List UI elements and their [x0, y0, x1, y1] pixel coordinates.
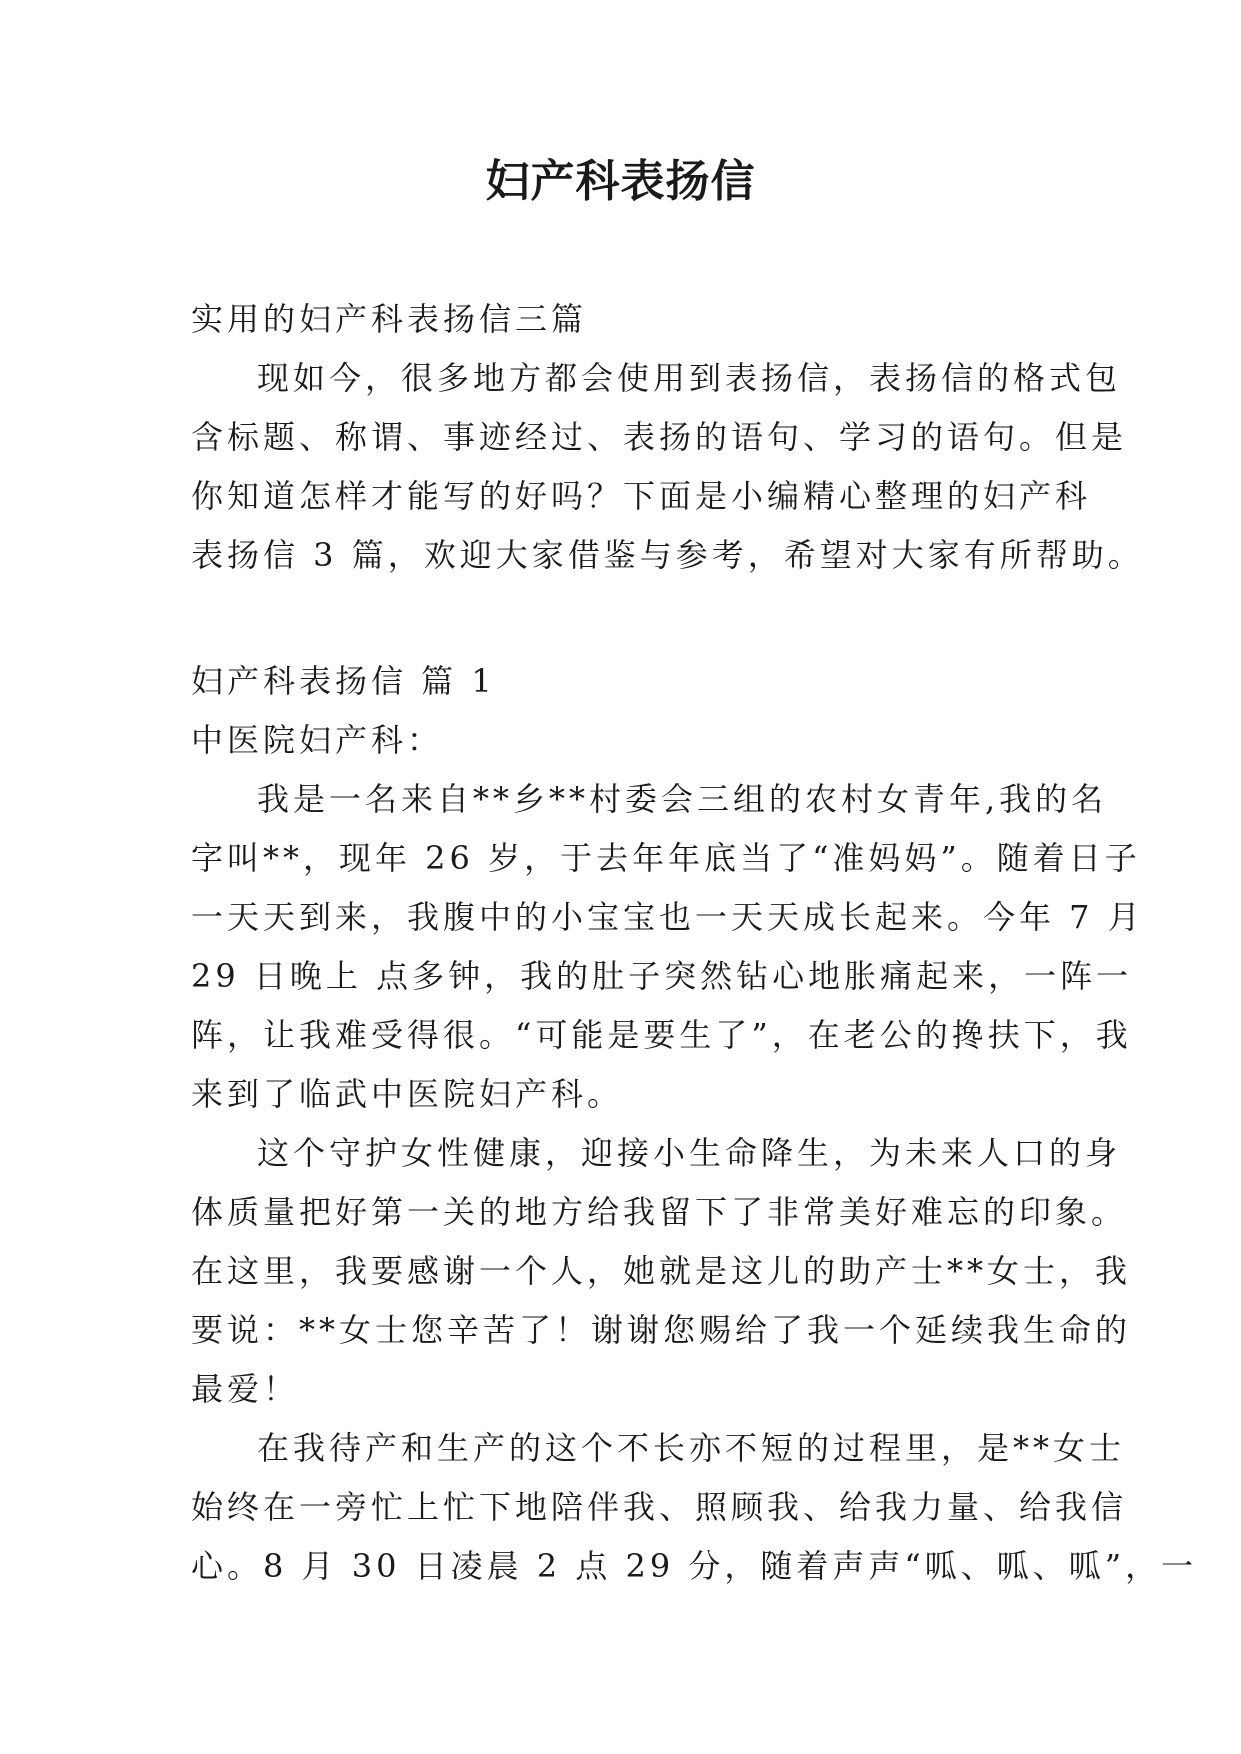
paragraph-line: 心。8 月 30 日凌晨 2 点 29 分，随着声声“呱、呱、呱”，一 [191, 1547, 1198, 1585]
section-heading: 妇产科表扬信 篇 1 [191, 662, 496, 700]
section-spacer [191, 585, 1071, 652]
paragraph-line: 最爱！ [191, 1370, 300, 1408]
paragraph-line: 来到了临武中医院妇产科。 [191, 1075, 624, 1113]
salutation: 中医院妇产科： [191, 721, 444, 759]
paragraph-line: 一天天到来，我腹中的小宝宝也一天天成长起来。今年 7 月 [191, 898, 1144, 936]
paragraph-line: 阵，让我难受得很。“可能是要生了”，在老公的搀扶下，我 [191, 1016, 1132, 1054]
paragraph-line: 始终在一旁忙上忙下地陪伴我、照顾我、给我力量、给我信 [191, 1488, 1128, 1526]
paragraph-line: 29 日晚上 点多钟，我的肚子突然钻心地胀痛起来，一阵一 [191, 957, 1133, 995]
intro-line: 现如今，很多地方都会使用到表扬信，表扬信的格式包 [257, 359, 1122, 397]
page-title: 妇产科表扬信 [485, 156, 756, 207]
paragraph-line: 我是一名来自**乡**村委会三组的农村女青年,我的名 [257, 780, 1108, 818]
intro-line: 你知道怎样才能写的好吗？下面是小编精心整理的妇产科 [191, 477, 1092, 515]
paragraph-line: 在这里，我要感谢一个人，她就是这儿的助产士**女士，我 [191, 1252, 1132, 1290]
document-body [191, 290, 1198, 1596]
intro-line: 表扬信 3 篇，欢迎大家借鉴与参考，希望对大家有所帮助。 [191, 536, 1144, 574]
paragraph-line: 在我待产和生产的这个不长亦不短的过程里，是**女士 [257, 1429, 1126, 1467]
paragraph-line: 体质量把好第一关的地方给我留下了非常美好难忘的印象。 [191, 1193, 1128, 1231]
paragraph-line: 字叫**，现年 26 岁，于去年年底当了“准妈妈”。随着日子 [191, 839, 1141, 877]
paragraph-line: 这个守护女性健康，迎接小生命降生，为未来人口的身 [257, 1134, 1122, 1172]
paragraph-line: 要说：**女士您辛苦了！谢谢您赐给了我一个延续我生命的 [191, 1311, 1132, 1349]
document-subtitle: 实用的妇产科表扬信三篇 [191, 300, 588, 338]
intro-line: 含标题、称谓、事迹经过、表扬的语句、学习的语句。但是 [191, 418, 1128, 456]
